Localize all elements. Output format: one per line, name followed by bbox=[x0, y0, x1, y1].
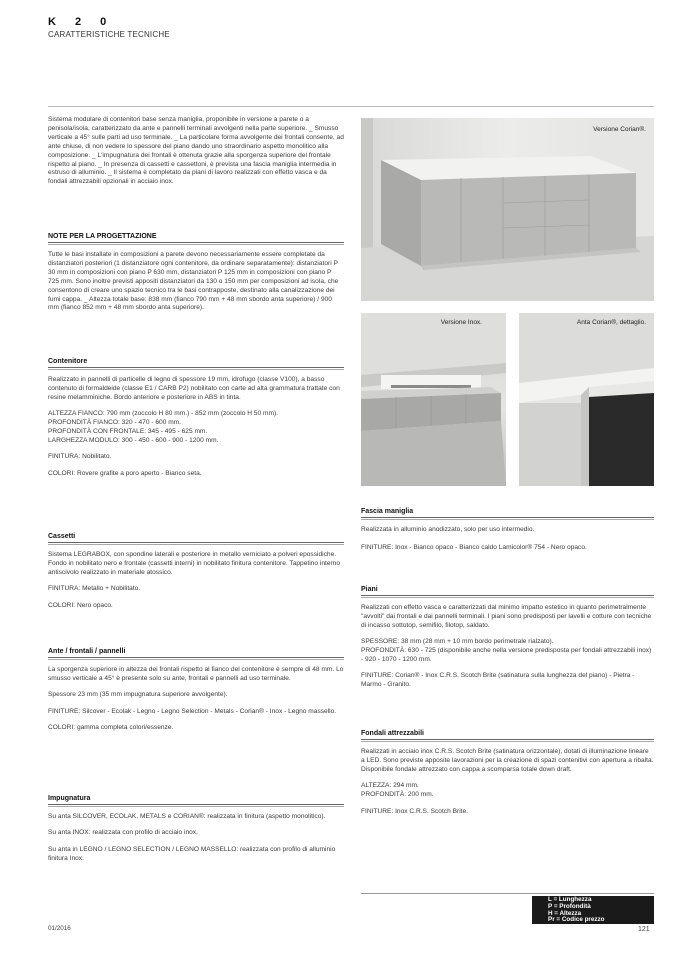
cassetti-description: Sistema LEGRABOX, con spondine laterali e posteriore in metallo verniciato a polveri epossidiche. Fondo in nobilitato nero e frontale (cassetti interni) in nobilitato finitura contenitore. Tappetino interno antiscivolo realizzato in materiale atossico. bbox=[48, 551, 341, 576]
legend-item: P = Profondità bbox=[548, 902, 591, 910]
abbreviation-legend bbox=[532, 896, 654, 924]
note-heading: NOTE PER LA PROGETTAZIONE bbox=[48, 233, 344, 243]
piani-description: Realizzati con effetto vasca e caratterizzati dal minimo impatto estetico in quanto perimetralmente "avvolti" dai frontali e dai pannelli terminali. I piani sono predisposti per lavelli e cotture con tecniche di incasso sottotop, semifilo, filotop, saldato. bbox=[361, 604, 652, 629]
piani-dimensions: SPESSORE: 38 mm (28 mm + 10 mm bordo perimetrale rialzato). PROFONDITÀ: 630 - 725 (disponibile anche nella versione predisposta per fondali attrezzabili inox) - 920 - 1070 - 1200 mm. bbox=[361, 638, 652, 664]
photo-corian-version bbox=[361, 118, 654, 301]
fascia-description: Realizzata in alluminio anodizzato, solo per uso intermedio. bbox=[361, 526, 535, 533]
contenitore-finitura: FINITURA: Nobilitato. bbox=[48, 453, 112, 461]
caption-corian: Versione Corian®. bbox=[593, 126, 646, 133]
top-divider bbox=[48, 106, 654, 107]
page-number: 121 bbox=[638, 926, 650, 933]
cassetti-heading: Cassetti bbox=[48, 533, 344, 543]
fondali-heading: Fondali attrezzabili bbox=[361, 730, 654, 740]
photo-corian-detail bbox=[519, 313, 654, 486]
impugnatura-silcover: Su anta SILCOVER, ECOLAK, METALS e CORIAN®: realizzata in finitura (aspetto monolitico). bbox=[48, 813, 326, 820]
door-detail-image bbox=[519, 313, 654, 486]
brand-title: K 2 0 bbox=[48, 16, 115, 28]
ante-spessore: Spessore 23 mm (35 mm impugnatura superiore avvolgente). bbox=[48, 691, 228, 699]
piani-heading: Piani bbox=[361, 586, 654, 596]
ante-finiture: FINITURE: Silcover - Ecolak - Legno - Legno Selection - Metals - Corian® - Inox - Legno massello. bbox=[48, 707, 337, 715]
fondali-dimensions: ALTEZZA: 294 mm. PROFONDITÀ: 200 mm. bbox=[361, 782, 434, 799]
ante-heading: Ante / frontali / pannelli bbox=[48, 648, 344, 658]
fondali-description: Realizzati in acciaio inox C.R.S. Scotch Brite (satinatura orizzontale), dotati di illuminazione lineare a LED. Sono previste apposite lavorazioni per la creazione di spazi contenitivi con apertura a ribalta. Disponibile fondale attrezzato con cappa a scomparsa totale down draft. bbox=[361, 748, 654, 773]
inox-kitchen-image bbox=[361, 313, 506, 486]
impugnatura-legno: Su anta in LEGNO / LEGNO SELECTION / LEGNO MASSELLO: realizzata con profilo di alluminio finitura Inox. bbox=[48, 845, 336, 862]
ante-section bbox=[48, 648, 344, 741]
impugnatura-heading: Impugnatura bbox=[48, 795, 344, 805]
piani-finiture: FINITURE: Corian® - Inox C.R.S. Scotch Brite (satinatura sulla lunghezza del piano) - Pietra - Marmo - Granito. bbox=[361, 672, 635, 689]
contenitore-dimensions: ALTEZZA FIANCO: 790 mm (zoccolo H 80 mm.) - 852 mm (zoccolo H 50 mm). PROFONDITÀ FIANCO: 320 - 470 - 600 mm. PROFONDITÀ CON FRONTALE: 345 - 495 - 625 mm. LARGHEZZA MODULO: 300 - 450 - 600 - 900 - 1200 mm. bbox=[48, 410, 278, 444]
fondali-finiture: FINITURE: Inox C.R.S. Scotch Brite. bbox=[361, 807, 468, 815]
note-section bbox=[48, 233, 344, 313]
page-subtitle: CARATTERISTICHE TECNICHE bbox=[48, 30, 170, 39]
fascia-finiture: FINITURE: Inox - Bianco opaco - Bianco caldo Lamicolor® 754 - Nero opaco. bbox=[361, 543, 587, 551]
impugnatura-inox: Su anta INOX: realizzata con profilo di acciaio inox. bbox=[48, 829, 198, 837]
cassetti-finitura: FINITURA: Metallo + Nobilitato. bbox=[48, 585, 141, 593]
contenitore-description: Realizzato in pannelli di particelle di legno di spessore 19 mm, idrofugo (classe V100), a basso contenuto di formaldeide (classe E1 / CARB P2) nobilitato con carte ad alta grammatura trattate con resine melamminiche. Bordo anteriore e posteriore in ABS in tinta. bbox=[48, 376, 340, 401]
intro-paragraph: Sistema modulare di contenitori base senza maniglia, proponibile in versione a parete o a penisola/isola, caratterizzato da ante e pannelli terminali avvolgenti nella parte superiore. _ Smusso verticale a 45° sulle parti ad uso terminale. _ La particolare forma avvolgente dei frontali consente, ad ante chiuse, di non vedere lo spessore del piano dando uno straordinario aspetto monolitico alla composizione. _ L'impugnatura dei frontali è ottenuta grazie alla sporgenza superiore del frontale rispetto al piano. _ In presenza di cassetti e cassettoni, è prevista una fascia maniglia intermedia in estruso di alluminio. _ Il sistema è completato da piani di lavoro realizzati con effetto vasca e da fondali attrezzabili opzionali in acciaio inox. bbox=[48, 116, 344, 186]
legend-item: L = Lunghezza bbox=[548, 896, 592, 903]
fascia-section bbox=[361, 508, 654, 560]
impugnatura-section bbox=[48, 795, 344, 871]
footer-divider bbox=[361, 893, 654, 894]
legend-item: H = Altezza bbox=[548, 909, 582, 917]
contenitore-heading: Contenitore bbox=[48, 358, 344, 368]
piani-section bbox=[361, 586, 654, 698]
caption-detail: Anta Corian®, dettaglio. bbox=[576, 319, 646, 326]
fondali-section bbox=[361, 730, 654, 824]
contenitore-section bbox=[48, 358, 344, 486]
legend-item: Pr = Codice prezzo bbox=[548, 916, 605, 924]
cassetti-section bbox=[48, 533, 344, 618]
fascia-heading: Fascia maniglia bbox=[361, 508, 654, 518]
footer-date: 01/2016 bbox=[48, 925, 71, 932]
ante-colori: COLORI: gamma completa colori/essenze. bbox=[48, 724, 174, 732]
note-text: Tutte le basi installate in composizioni a parete devono necessariamente essere completate da distanziatori posteriori (1 distanziatore ogni contenitore, da ordinare separatamente): distanziatori P 30 mm in composizioni con piano P 630 mm, distanziatori P 125 mm in composizioni con piano P 725 mm. Sono inoltre previsti appositi distanziatori da 130 o 150 mm per composizioni ad isola, che consentono di creare uno spazio tecnico tra le basi contrapposte, destinato alla canalizzazione dei fumi cappa. _ Altezza totale base: 838 mm (fianco 790 mm + 48 mm sbordo anta superiore) / 900 mm (fianco 852 mm + 48 mm sbordo anta superiore). bbox=[48, 251, 339, 312]
ante-description: La sporgenza superiore in altezza dei frontali rispetto al fianco del contenitore è sempre di 48 mm. Lo smusso verticale a 45° è presente solo su ante, frontali e pannelli ad uso terminale. bbox=[48, 666, 344, 682]
photo-inox-version bbox=[361, 313, 506, 486]
contenitore-colori: COLORI: Rovere grafite a poro aperto - Bianco seta. bbox=[48, 469, 202, 477]
cassetti-colori: COLORI: Nero opaco. bbox=[48, 601, 113, 609]
kitchen-island-image bbox=[361, 118, 654, 301]
caption-inox: Versione Inox. bbox=[440, 319, 482, 326]
